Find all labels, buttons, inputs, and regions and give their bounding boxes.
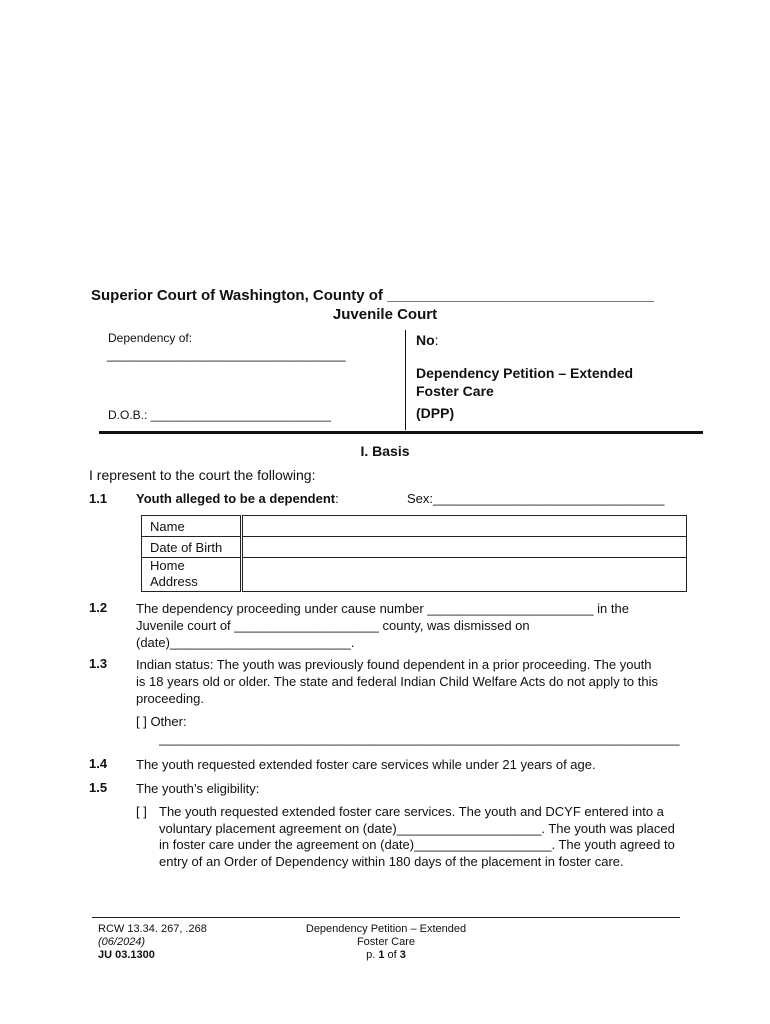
name-input-cell[interactable] [242,516,687,537]
table-row [142,537,687,558]
dob-input-cell[interactable] [242,537,687,558]
other-checkbox[interactable]: [ ] Other: [136,714,187,729]
document-code: (DPP) [416,405,455,421]
item-1-3-number: 1.3 [89,656,108,671]
section-heading: I. Basis [360,443,410,459]
item-1-2-number: 1.2 [89,600,108,615]
footer-rule [92,917,680,918]
footer-rcw: RCW 13.34. 267, .268 [98,923,207,935]
sex-field[interactable]: Sex:________________________________ [407,491,665,506]
table-row [142,558,687,592]
youth-info-table [141,515,687,592]
item-1-5-number: 1.5 [89,780,108,795]
document-title: Dependency Petition – Extended Foster Care [416,365,634,399]
item-1-3-text: Indian status: The youth was previously found dependent in a prior proceeding. The youth is 18 years old or older. The state and federal Indian Child Welfare Acts do not apply to this proceeding. [136,657,658,706]
court-subtitle: Juvenile Court [332,306,438,323]
caption-divider [405,330,406,430]
item-1-1-number: 1.1 [89,491,108,506]
table-row [142,516,687,537]
footer-center [286,923,486,962]
item-1-1-label: Youth alleged to be a dependent: [136,491,339,506]
dependency-name-line[interactable]: _________________________________ [107,347,346,362]
case-number-label: No [416,332,435,348]
item-1-4-text: The youth requested extended foster care services while under 21 years of age. [136,757,596,772]
table-label-name: Name [142,516,242,537]
court-title: Superior Court of Washington, County of ________________________________ [91,287,655,304]
case-number[interactable]: No: [416,332,439,348]
dependency-of-label: Dependency of: [108,331,193,345]
footer-date: (06/2024) [98,936,146,948]
footer-left [98,923,207,962]
table-label-address: Home Address [142,558,242,592]
section-intro: I represent to the court the following: [89,467,316,483]
address-input-cell[interactable] [242,558,687,592]
other-line[interactable]: ________________________________________________________________________ [159,731,680,746]
dob-field[interactable]: D.O.B.: ___________________________ [108,408,331,422]
item-1-2-text: The dependency proceeding under cause number _______________________ in the Juvenile court of ____________________ county, was dismissed on (date)_________________________. [136,601,629,650]
eligibility-option-text: The youth requested extended foster care services. The youth and DCYF entered into a voluntary placement agreement on (date)____________________. The youth was placed in foster care under the agreement on (date)___________________. The youth agreed to entry of an Order of Dependency within 180 days of the placement in foster care. [159,804,675,869]
footer-page: p. 1 of 3 [366,949,406,961]
item-1-4-number: 1.4 [89,756,108,771]
footer-title-line1: Dependency Petition – Extended [305,923,467,935]
footer-form-number: JU 03.1300 [98,949,155,961]
eligibility-checkbox[interactable]: [ ] [136,804,147,819]
caption-bottom-rule [99,431,703,434]
table-label-dob: Date of Birth [142,537,242,558]
item-1-5-text: The youth’s eligibility: [136,781,260,796]
footer-title-line2: Foster Care [356,936,416,948]
